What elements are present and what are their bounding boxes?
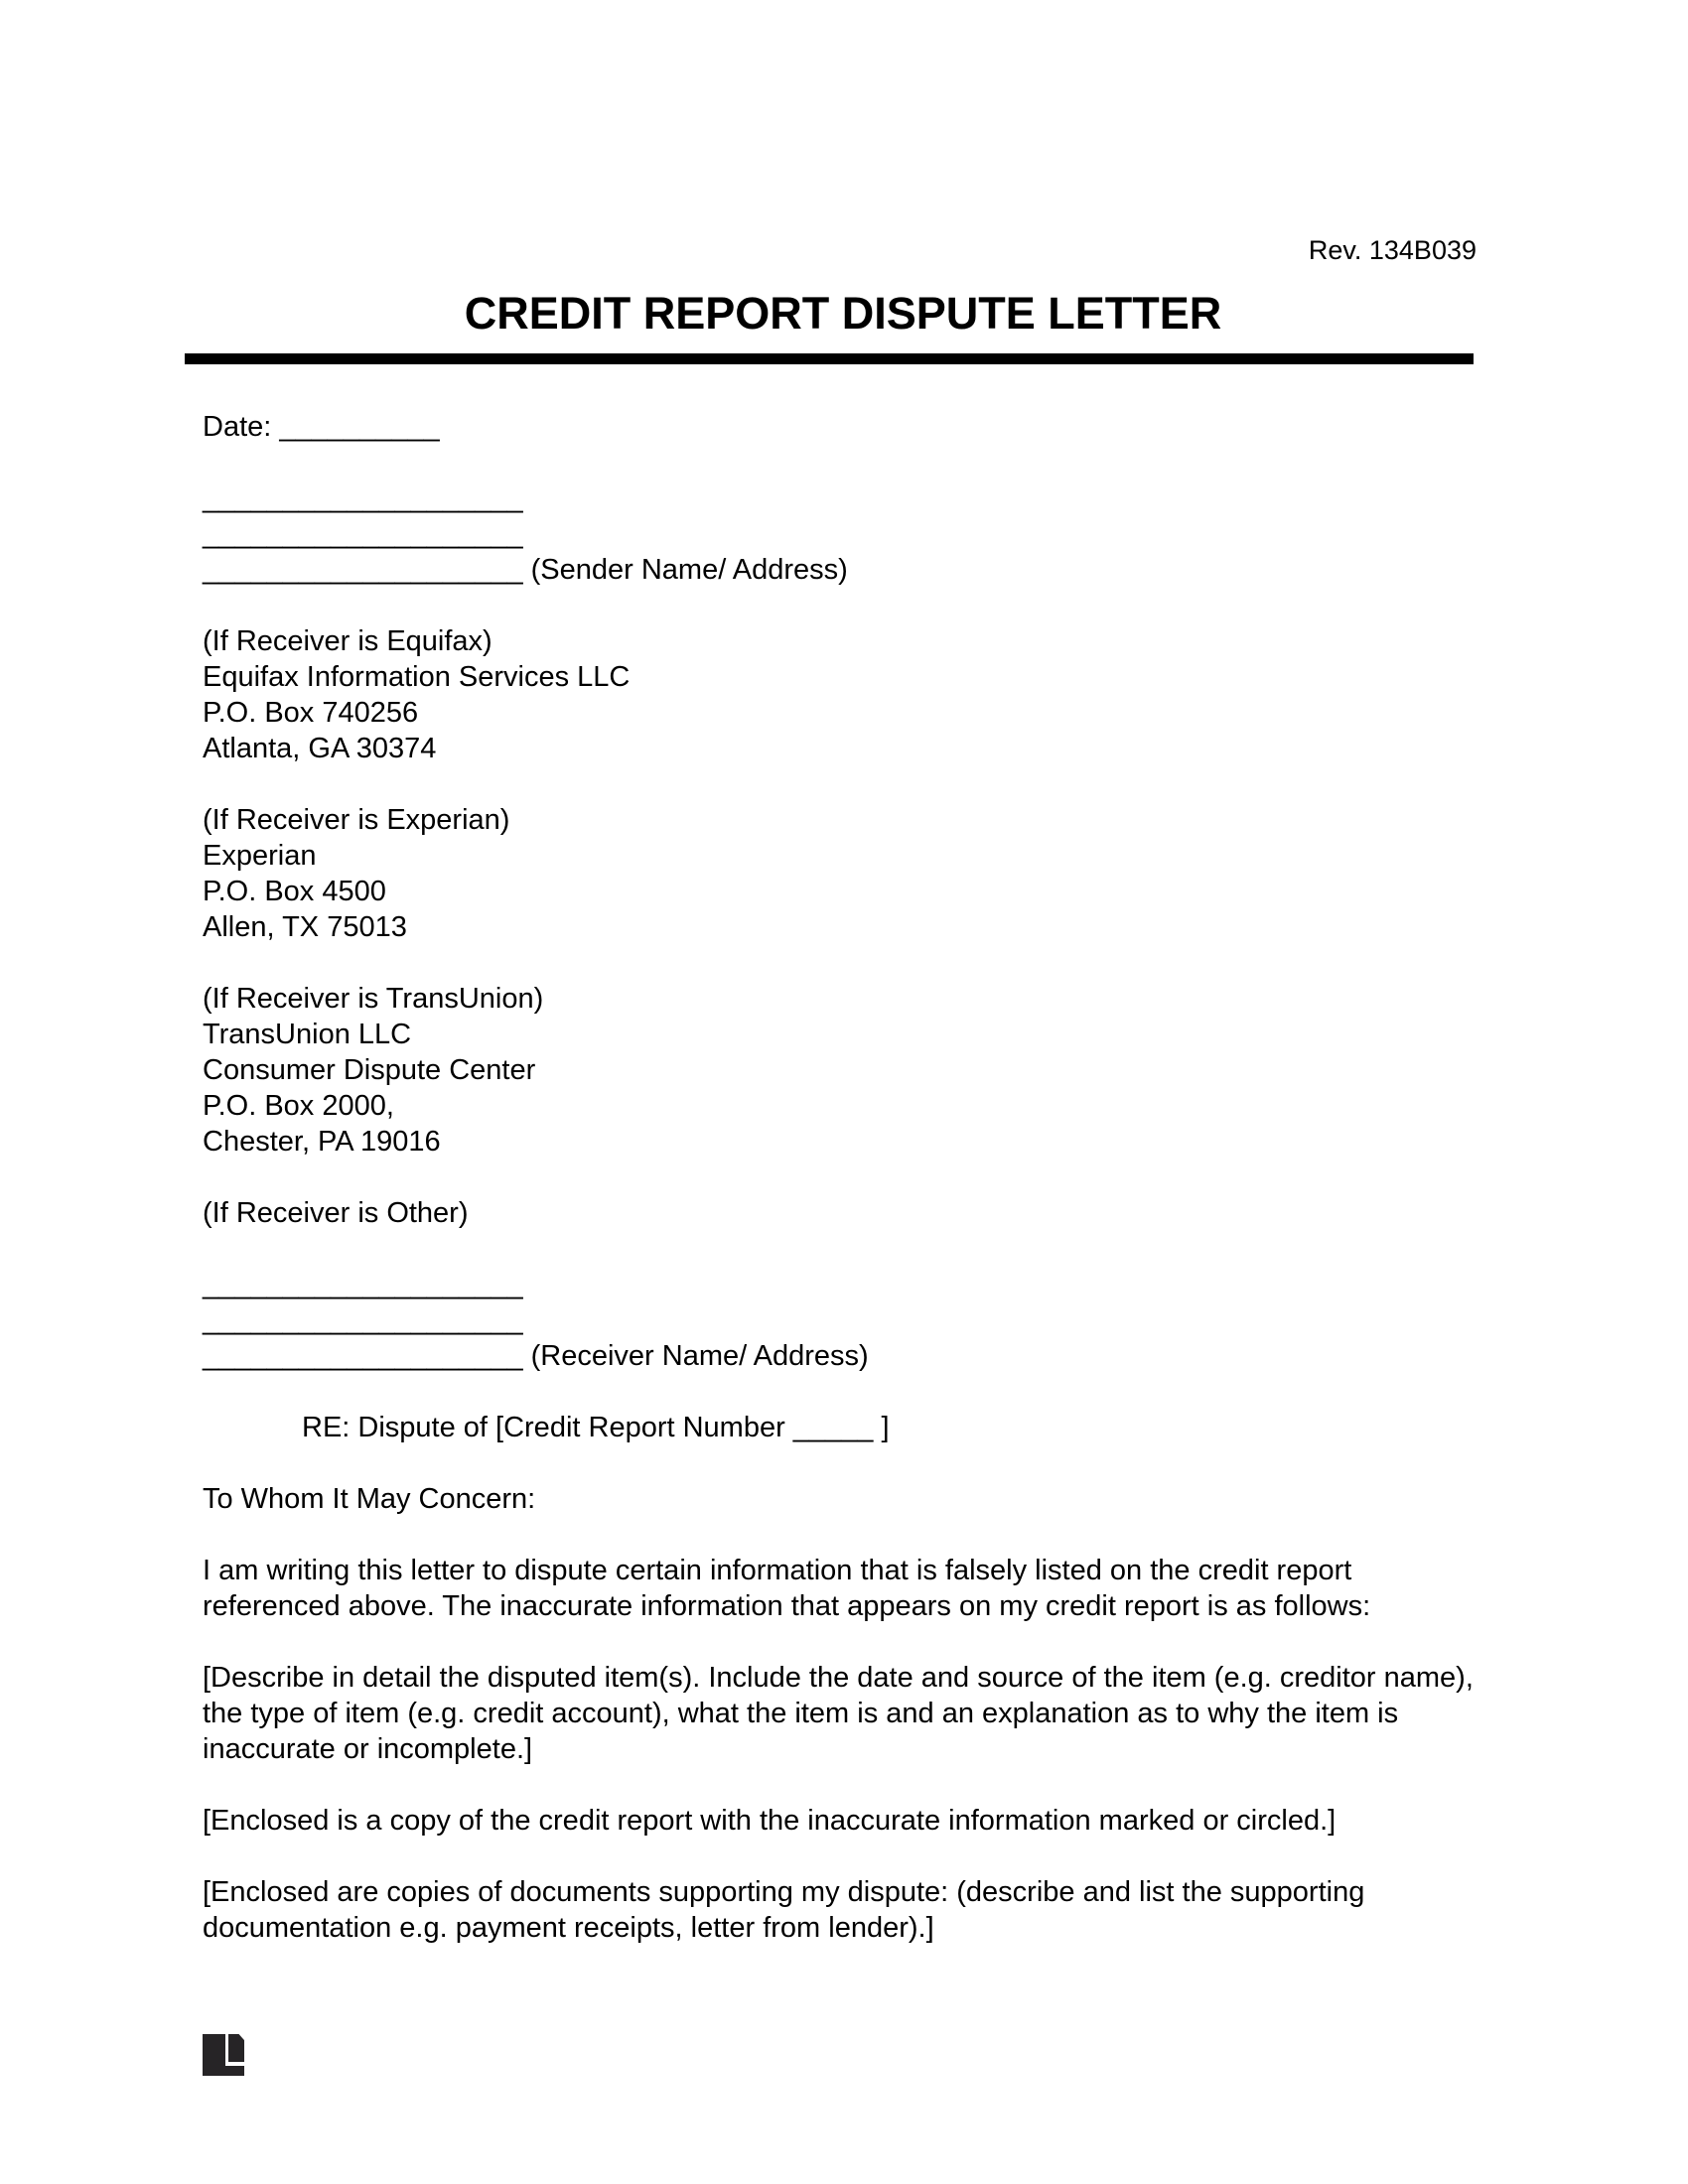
recipient-line: P.O. Box 2000, bbox=[203, 1090, 394, 1122]
recipient-line: Equifax Information Services LLC bbox=[203, 661, 631, 693]
recipient-line: P.O. Box 4500 bbox=[203, 876, 386, 907]
logo-l-horizontal-bar bbox=[203, 2066, 244, 2076]
recipient-block-other bbox=[203, 1195, 1483, 1231]
recipient-line: Experian bbox=[203, 840, 317, 872]
recipient-line: Allen, TX 75013 bbox=[203, 911, 407, 943]
sender-name-address-line: ____________________ (Sender Name/ Address) bbox=[203, 554, 848, 586]
recipient-line: Consumer Dispute Center bbox=[203, 1054, 536, 1086]
letter-body bbox=[203, 409, 1483, 1981]
re-subject-line: RE: Dispute of [Credit Report Number _____ ] bbox=[302, 1412, 890, 1443]
recipient-line: Atlanta, GA 30374 bbox=[203, 733, 437, 764]
date-line: Date: __________ bbox=[203, 411, 440, 443]
logo-document-shape bbox=[228, 2034, 244, 2062]
sender-blank-line: ____________________ bbox=[203, 518, 523, 550]
paragraph-describe-items: [Describe in detail the disputed item(s). Include the date and source of the item (e.g. creditor name), the type of item (e.g. credit account), what the item is and an explanation as to why the item is inaccurate or incomplete.] bbox=[203, 1662, 1474, 1765]
recipient-block-equifax bbox=[203, 623, 1483, 766]
sender-address-block bbox=[203, 480, 1483, 588]
page-title: CREDIT REPORT DISPUTE LETTER bbox=[464, 288, 1222, 339]
recipient-line: P.O. Box 740256 bbox=[203, 697, 419, 729]
recipient-header: (If Receiver is TransUnion) bbox=[203, 983, 544, 1015]
recipient-block-transunion bbox=[203, 981, 1483, 1160]
legal-templates-logo bbox=[203, 2034, 244, 2076]
receiver-address-block bbox=[203, 1267, 1483, 1374]
salutation: To Whom It May Concern: bbox=[203, 1483, 536, 1515]
recipient-header: (If Receiver is Equifax) bbox=[203, 625, 492, 657]
recipient-line: TransUnion LLC bbox=[203, 1019, 412, 1050]
recipient-header: (If Receiver is Experian) bbox=[203, 804, 510, 836]
receiver-blank-line: ____________________ bbox=[203, 1304, 523, 1336]
paragraph-intro: I am writing this letter to dispute certain information that is falsely listed on the credit report referenced above. The inaccurate information that appears on my credit report is as follows: bbox=[203, 1555, 1371, 1622]
title-rule bbox=[185, 353, 1474, 364]
recipient-block-experian bbox=[203, 802, 1483, 945]
receiver-name-address-line: ____________________ (Receiver Name/ Address) bbox=[203, 1340, 869, 1372]
paragraph-enclosed-documents: [Enclosed are copies of documents supporting my dispute: (describe and list the supporting documentation e.g. payment receipts, letter from lender).] bbox=[203, 1876, 1365, 1944]
sender-blank-line: ____________________ bbox=[203, 482, 523, 514]
paragraph-enclosed-report: [Enclosed is a copy of the credit report with the inaccurate information marked or circled.] bbox=[203, 1805, 1336, 1837]
recipient-header: (If Receiver is Other) bbox=[203, 1197, 469, 1229]
recipient-line: Chester, PA 19016 bbox=[203, 1126, 441, 1158]
receiver-blank-line: ____________________ bbox=[203, 1269, 523, 1300]
revision-label: Rev. 134B039 bbox=[1308, 235, 1477, 265]
